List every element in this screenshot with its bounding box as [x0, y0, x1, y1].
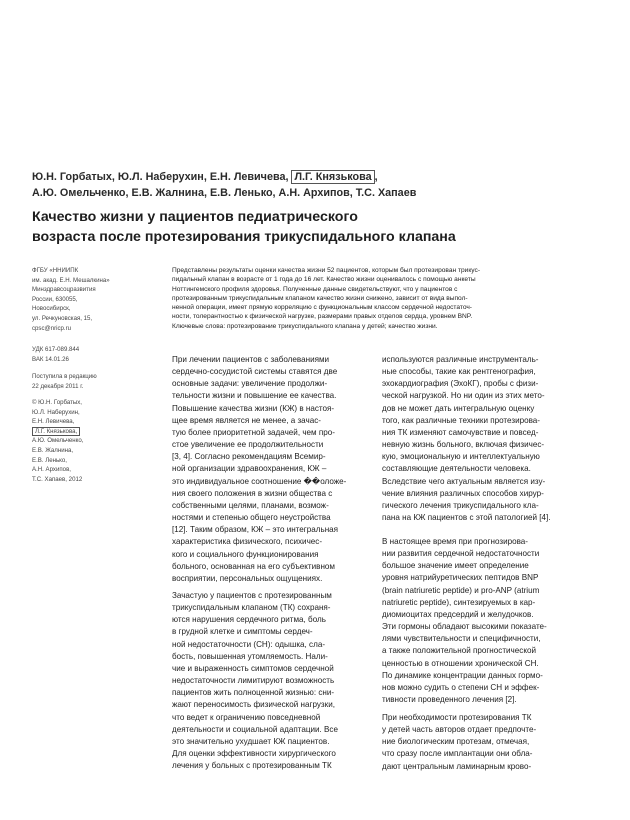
text-line: По динамике концентрации данных гормо- — [382, 670, 543, 680]
text-line: трикуспидальным клапаном (ТК) сохраня- — [172, 603, 331, 613]
text-line: дов не может дать интегральную оценку — [382, 403, 535, 413]
text-line: а также положительной прогностической — [382, 646, 536, 656]
text-line: деятельности и социальной адаптации. Все — [172, 724, 338, 734]
body-column-right — [382, 354, 577, 524]
author-line-2: А.Ю. Омельченко, Е.В. Жалнина, Е.В. Ленько, А.Н. Архипов, Т.С. Хапаев — [32, 186, 417, 199]
copyright — [32, 398, 157, 484]
abstract-line: Представлены результаты оценки качества жизни 52 пациентов, которым был протезирован трикус- — [172, 267, 481, 274]
text-line: ценностью в отношении хронической СН. — [382, 658, 539, 668]
text-line: пана на КЖ пациентов с этой патологией [4]. — [382, 513, 551, 523]
text-line: что ведет к ограничению повседневной — [172, 712, 321, 722]
abstract-line: Ноттингемского профиля здоровья. Полученные данные свидетельствуют, что у пациентов с — [172, 285, 458, 293]
text-line: ностями и степенью общего неустройства — [172, 513, 331, 523]
text-line: Повышение качества жизни (КЖ) в настоя- — [172, 403, 335, 413]
text-line: Для оценки эффективности хирургического — [172, 749, 336, 759]
title-line: возраста после протезирования трикуспидального клапана — [32, 228, 456, 245]
text-line: ются нарушения сердечного ритма, боль — [172, 615, 326, 625]
text-line: это индивидуальное соотношение ��оложе- — [172, 476, 347, 486]
author-line-1 — [32, 170, 602, 186]
text-line: [12]. Таким образом, КЖ – это интегральная — [172, 525, 339, 535]
text-line: собственными целями, планами, возмож- — [172, 500, 329, 510]
text-line: гического лечения трикуспидального кла- — [382, 500, 539, 510]
copyright-line: Е.Н. Левичева, — [32, 418, 75, 426]
text-line: щее время является не менее, а зачас- — [172, 415, 321, 425]
body-column-right-2 — [382, 536, 577, 706]
text-line: [3, 4]. Согласно рекомендациям Всемир- — [172, 452, 326, 462]
text-line: большое значение имеет определение — [382, 561, 529, 571]
copyright-line: Т.С. Хапаев, 2012 — [32, 475, 83, 483]
udk-line: ВАК 14.01.26 — [32, 355, 69, 363]
text-line: жают переносимость физической нагрузки, — [172, 700, 335, 710]
body-column-left-2 — [172, 590, 367, 772]
abstract-line: протезированным трикуспидальным клапаном качество жизни снижено, зависит от вида выпол- — [172, 294, 468, 302]
text-line: недостаточности лимитируют возможность — [172, 676, 335, 686]
affiliation-line: ФГБУ «ННИИПК — [32, 267, 79, 274]
text-line: это значительно ухудшает КЖ пациентов. — [172, 736, 330, 746]
authors-comma: , — [374, 171, 378, 183]
affiliation-line: Новосибирск, — [32, 305, 71, 313]
keywords-line: Ключевые слова: протезирование трикуспидального клапана у детей; качество жизни. — [172, 322, 438, 330]
abstract-line: ненной операции, имеет прямую корреляцию с функциональным классом сердечной недостаточ- — [172, 304, 472, 312]
text-line: ные способы, такие как рентгенография, — [382, 367, 536, 377]
text-line: нов можно судить о степени СН и эффек- — [382, 682, 540, 692]
text-line: При необходимости протезирования ТК — [382, 713, 532, 722]
copyright-line: Ю.Л. Наберухин, — [32, 408, 80, 416]
text-line: тельности жизни и повышение ее качества. — [172, 391, 337, 401]
text-line: того, как различные техники протезирова- — [382, 415, 541, 425]
abstract-line: пидальный клапан в возрасте от 1 года до 16 лет. Качество жизни оценивалось с помощью анкеты — [172, 276, 476, 284]
text-line: составляющие деятельности человека. — [382, 464, 531, 474]
text-line: (brain natriuretic peptide) и pro-ANP (atrium — [382, 585, 540, 595]
text-line: ния своего положения в жизни общества с — [172, 488, 333, 498]
text-line: тую более приоритетной задачей, чем про- — [172, 427, 335, 437]
text-line: характеристика физического, психичес- — [172, 537, 323, 547]
highlighted-author: Л.Г. Князькова — [291, 170, 374, 184]
text-line: чие и выраженность симптомов сердечной — [172, 663, 334, 673]
affiliation-line: ул. Речкуновская, 15, — [32, 314, 93, 322]
text-line: чение влияния различных способов хирур- — [382, 488, 544, 498]
body-column-right-3 — [382, 712, 577, 773]
text-line: в грудной клетке и симптомы сердеч- — [172, 627, 313, 637]
text-line: тивности проведенного лечения [2]. — [382, 695, 517, 705]
text-line: эхокардиография (ЭхоКГ), пробы с физи- — [382, 379, 539, 389]
received-line: Поступила в редакцию — [32, 373, 97, 380]
copyright-line: Е.В. Жалнина, — [32, 446, 74, 454]
copyright-line: А.Н. Архипов, — [32, 466, 71, 474]
received-line: 22 декабря 2011 г. — [32, 382, 84, 390]
text-line: В настоящее время при прогнозирова- — [382, 537, 528, 546]
copyright-line: А.Ю. Омельченко, — [32, 437, 84, 445]
text-line: невную жизнь больного, включая физичес- — [382, 440, 545, 450]
text-line: кую, эмоциональную и интеллектуальную — [382, 452, 540, 462]
text-line: ческой нагрузкой. Но ни один из этих мето- — [382, 391, 545, 401]
text-line: что сразу после имплантации они обла- — [382, 749, 533, 759]
abstract-line: ности, толерантностью к физической нагрузке, размерами правых отделов сердца, уровнем BNP. — [172, 313, 473, 321]
affiliation-line: им. акад. Е.Н. Мешалкина» — [32, 276, 110, 284]
copyright-line: Е.В. Ленько, — [32, 456, 67, 464]
highlighted-author: Л.Г. Князькова, — [32, 427, 80, 436]
text-line: natriuretic peptide), синтезируемых в кар- — [382, 597, 536, 607]
affiliation-line: Минздравсоцразвития — [32, 286, 96, 294]
abstract — [172, 266, 572, 331]
author-list — [32, 170, 602, 201]
title-line: Качество жизни у пациентов педиатрического — [32, 209, 358, 225]
udk-line: УДК 617-089.844 — [32, 346, 80, 353]
text-line: используются различные инструменталь- — [382, 355, 539, 364]
text-line: Эти гормоны обладают высокими показате- — [382, 622, 547, 632]
text-line: у детей часть авторов отдает предпочте- — [382, 725, 537, 735]
affiliation — [32, 266, 157, 333]
text-line: восприятии, персональных ощущениях. — [172, 573, 323, 583]
body-column-left — [172, 354, 367, 585]
text-line: бость, повышенная утомляемость. Нали- — [172, 651, 328, 661]
article-title — [32, 208, 612, 247]
text-line: ной недостаточности (СН): одышка, сла- — [172, 639, 326, 649]
text-line: ния ТК изменяют самочувствие и повсед- — [382, 427, 539, 437]
text-line: больного, основанная на его субъективном — [172, 561, 335, 571]
text-line: пациентов жить полноценной жизнью: сни- — [172, 688, 335, 698]
affiliation-line: России, 630055, — [32, 295, 78, 303]
udk-codes — [32, 345, 157, 364]
text-line: При лечении пациентов с заболеваниями — [172, 355, 330, 364]
copyright-line — [32, 427, 157, 437]
affiliation-email: cpsc@nricp.ru — [32, 324, 72, 332]
text-line: ние биологическим протезам, отмечая, — [382, 737, 530, 747]
text-line: диомиоцитах предсердий и желудочков. — [382, 609, 534, 619]
text-line: кого и социального функционирования — [172, 549, 319, 559]
text-line: основные задачи: увеличение продолжи- — [172, 379, 328, 389]
text-line: Зачастую у пациентов с протезированным — [172, 591, 332, 600]
text-line: ной организации здравоохранения, КЖ – — [172, 464, 327, 474]
text-line: уровня натрийуретических пептидов BNP — [382, 573, 539, 583]
text-line: Вследствие чего актуальным является изу- — [382, 476, 546, 486]
copyright-line: © Ю.Н. Горбатых, — [32, 399, 83, 406]
text-line: стое увеличение ее продолжительности — [172, 440, 324, 450]
text-line: сердечно-сосудистой системы ставятся две — [172, 367, 338, 377]
received-date — [32, 372, 157, 391]
text-line: нии развития сердечной недостаточности — [382, 549, 540, 559]
text-line: лями чувствительности и специфичности, — [382, 634, 541, 644]
text-line: лечения у больных с протезированным ТК — [172, 761, 332, 771]
authors-part: Ю.Н. Горбатых, Ю.Л. Наберухин, Е.Н. Левичева, — [32, 171, 289, 183]
text-line: дают центральным ламинарным крово- — [382, 761, 532, 771]
